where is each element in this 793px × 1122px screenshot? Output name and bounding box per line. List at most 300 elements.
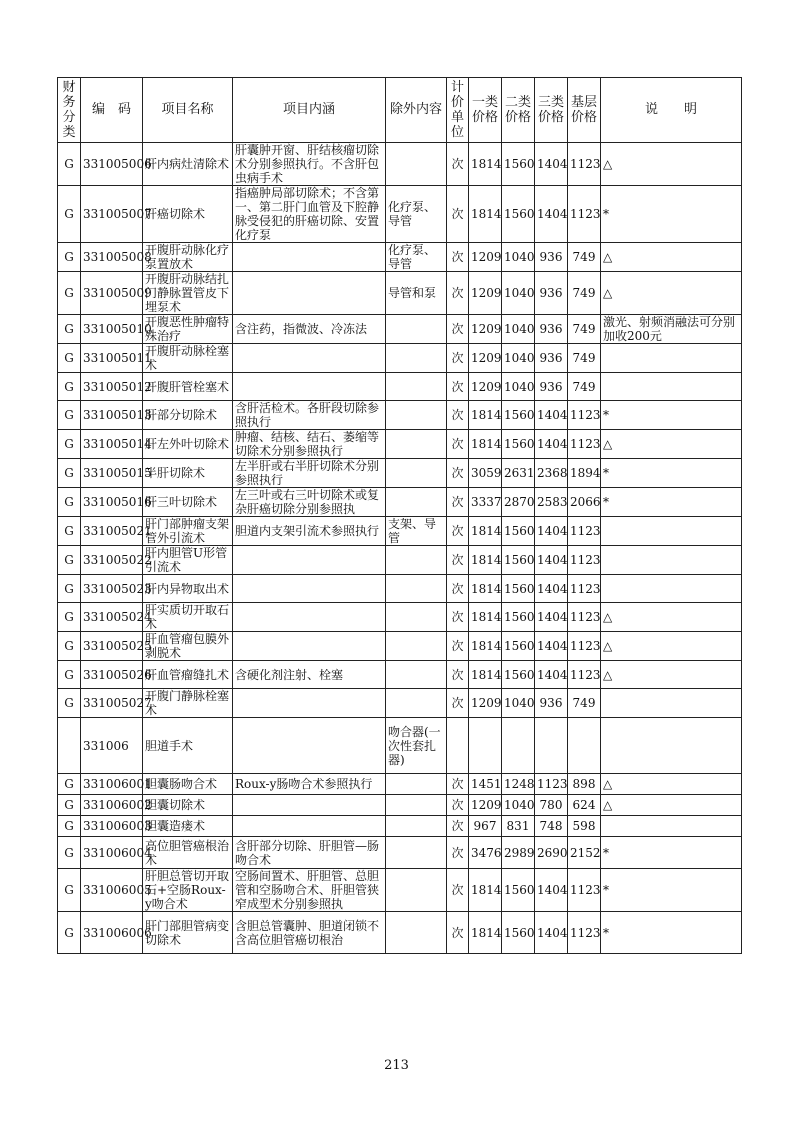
name-cell: 胆道手术 xyxy=(143,718,233,774)
content-cell xyxy=(233,795,386,816)
exclusion-cell xyxy=(386,912,447,954)
name-cell: 肝血管瘤缝扎术 xyxy=(143,661,233,689)
exclusion-cell xyxy=(386,344,447,373)
unit-cell xyxy=(447,718,469,774)
name-cell: 肝内胆管U形管引流术 xyxy=(143,546,233,575)
code-cell: 331005026 xyxy=(81,661,143,689)
price4-cell: 898 xyxy=(568,774,601,795)
note-cell: △ xyxy=(601,603,742,632)
unit-cell: 次 xyxy=(447,575,469,603)
price4-cell: 1123 xyxy=(568,603,601,632)
unit-cell: 次 xyxy=(447,603,469,632)
price4-cell: 2152 xyxy=(568,837,601,869)
exclusion-cell: 导管和泵 xyxy=(386,272,447,315)
content-cell: 含肝部分切除、肝胆管—肠吻合术 xyxy=(233,837,386,869)
exclusion-cell xyxy=(386,795,447,816)
table-row xyxy=(58,186,742,243)
header-category: 财务分类 xyxy=(58,78,81,143)
unit-cell: 次 xyxy=(447,315,469,344)
content-cell xyxy=(233,718,386,774)
price3-cell: 1123 xyxy=(535,774,568,795)
price3-cell: 748 xyxy=(535,816,568,837)
note-cell xyxy=(601,689,742,718)
price1-cell: 1814 xyxy=(469,430,502,459)
content-cell: 肝囊肿开窗、肝结核瘤切除术分别参照执行。不含肝包虫病手术 xyxy=(233,143,386,186)
price2-cell: 2989 xyxy=(502,837,535,869)
category-cell: G xyxy=(58,272,81,315)
name-cell: 高位胆管癌根治术 xyxy=(143,837,233,869)
price4-cell: 1123 xyxy=(568,632,601,661)
note-cell: * xyxy=(601,401,742,430)
price1-cell: 3337 xyxy=(469,488,502,517)
price2-cell: 1560 xyxy=(502,603,535,632)
code-cell: 331005023 xyxy=(81,575,143,603)
price3-cell: 1404 xyxy=(535,546,568,575)
note-cell xyxy=(601,575,742,603)
note-cell: △ xyxy=(601,143,742,186)
code-cell: 331005021 xyxy=(81,517,143,546)
price1-cell: 1209 xyxy=(469,795,502,816)
table-row xyxy=(58,430,742,459)
category-cell: G xyxy=(58,430,81,459)
content-cell: 含胆总管囊肿、胆道闭锁不含高位胆管癌切根治 xyxy=(233,912,386,954)
name-cell: 肝门部胆管病变切除术 xyxy=(143,912,233,954)
exclusion-cell xyxy=(386,373,447,401)
header-price1: 一类价格 xyxy=(469,78,502,143)
unit-cell: 次 xyxy=(447,869,469,912)
content-cell: 左半肝或右半肝切除术分别参照执行 xyxy=(233,459,386,488)
exclusion-cell: 化疗泵、导管 xyxy=(386,186,447,243)
unit-cell: 次 xyxy=(447,546,469,575)
note-cell xyxy=(601,546,742,575)
unit-cell: 次 xyxy=(447,816,469,837)
exclusion-cell xyxy=(386,143,447,186)
content-cell xyxy=(233,272,386,315)
price3-cell: 2368 xyxy=(535,459,568,488)
price2-cell: 2631 xyxy=(502,459,535,488)
header-unit: 计价单位 xyxy=(447,78,469,143)
content-cell: 含注药，指微波、冷冻法 xyxy=(233,315,386,344)
section-row xyxy=(58,718,742,774)
code-cell: 331005008 xyxy=(81,243,143,272)
price4-cell: 749 xyxy=(568,689,601,718)
code-cell: 331005024 xyxy=(81,603,143,632)
price1-cell: 1814 xyxy=(469,401,502,430)
name-cell: 肝部分切除术 xyxy=(143,401,233,430)
category-cell: G xyxy=(58,816,81,837)
price2-cell: 1040 xyxy=(502,795,535,816)
price3-cell: 1404 xyxy=(535,517,568,546)
exclusion-cell: 支架、导管 xyxy=(386,517,447,546)
price3-cell: 1404 xyxy=(535,869,568,912)
header-name: 项目名称 xyxy=(143,78,233,143)
content-cell: 胆道内支架引流术参照执行 xyxy=(233,517,386,546)
category-cell: G xyxy=(58,689,81,718)
unit-cell: 次 xyxy=(447,912,469,954)
name-cell: 胆囊肠吻合术 xyxy=(143,774,233,795)
price1-cell: 1451 xyxy=(469,774,502,795)
price2-cell: 1560 xyxy=(502,575,535,603)
header-price2: 二类价格 xyxy=(502,78,535,143)
content-cell xyxy=(233,243,386,272)
price2-cell: 1560 xyxy=(502,912,535,954)
content-cell xyxy=(233,373,386,401)
category-cell: G xyxy=(58,517,81,546)
table-row xyxy=(58,373,742,401)
category-cell: G xyxy=(58,401,81,430)
price3-cell: 1404 xyxy=(535,912,568,954)
note-cell xyxy=(601,816,742,837)
note-cell: * xyxy=(601,459,742,488)
price2-cell: 2870 xyxy=(502,488,535,517)
code-cell: 331005022 xyxy=(81,546,143,575)
name-cell: 开腹门静脉栓塞术 xyxy=(143,689,233,718)
header-row xyxy=(58,78,742,143)
unit-cell: 次 xyxy=(447,459,469,488)
code-cell: 331006001 xyxy=(81,774,143,795)
name-cell: 开腹肝管栓塞术 xyxy=(143,373,233,401)
code-cell: 331006002 xyxy=(81,795,143,816)
price4-cell: 1123 xyxy=(568,546,601,575)
table-row xyxy=(58,517,742,546)
category-cell: G xyxy=(58,488,81,517)
category-cell: G xyxy=(58,795,81,816)
category-cell: G xyxy=(58,603,81,632)
unit-cell: 次 xyxy=(447,632,469,661)
header-content: 项目内涵 xyxy=(233,78,386,143)
price1-cell: 1814 xyxy=(469,546,502,575)
note-cell: △ xyxy=(601,795,742,816)
price3-cell: 936 xyxy=(535,373,568,401)
code-cell: 331006006 xyxy=(81,912,143,954)
code-cell: 331005012 xyxy=(81,373,143,401)
note-cell xyxy=(601,718,742,774)
unit-cell: 次 xyxy=(447,186,469,243)
table-row xyxy=(58,315,742,344)
unit-cell: 次 xyxy=(447,488,469,517)
code-cell: 331005016 xyxy=(81,488,143,517)
price4-cell xyxy=(568,718,601,774)
note-cell: * xyxy=(601,837,742,869)
price1-cell: 1209 xyxy=(469,344,502,373)
table-body xyxy=(58,143,742,954)
price1-cell: 1814 xyxy=(469,632,502,661)
price1-cell: 3476 xyxy=(469,837,502,869)
table-row xyxy=(58,837,742,869)
content-cell xyxy=(233,575,386,603)
code-cell: 331006004 xyxy=(81,837,143,869)
price2-cell: 1560 xyxy=(502,143,535,186)
price2-cell: 1040 xyxy=(502,315,535,344)
exclusion-cell xyxy=(386,488,447,517)
code-cell: 331005011 xyxy=(81,344,143,373)
code-cell: 331005010 xyxy=(81,315,143,344)
price3-cell: 1404 xyxy=(535,401,568,430)
content-cell xyxy=(233,816,386,837)
exclusion-cell: 化疗泵、导管 xyxy=(386,243,447,272)
unit-cell: 次 xyxy=(447,243,469,272)
code-cell: 331005025 xyxy=(81,632,143,661)
price1-cell xyxy=(469,718,502,774)
note-cell: △ xyxy=(601,430,742,459)
exclusion-cell xyxy=(386,546,447,575)
note-cell: △ xyxy=(601,272,742,315)
price2-cell: 1560 xyxy=(502,546,535,575)
content-cell xyxy=(233,603,386,632)
price3-cell: 936 xyxy=(535,272,568,315)
table-row xyxy=(58,869,742,912)
category-cell: G xyxy=(58,632,81,661)
price2-cell: 1560 xyxy=(502,632,535,661)
price4-cell: 1123 xyxy=(568,912,601,954)
category-cell: G xyxy=(58,373,81,401)
code-cell: 331005013 xyxy=(81,401,143,430)
price4-cell: 749 xyxy=(568,243,601,272)
price3-cell: 1404 xyxy=(535,575,568,603)
price4-cell: 749 xyxy=(568,272,601,315)
category-cell: G xyxy=(58,837,81,869)
price3-cell: 1404 xyxy=(535,143,568,186)
price2-cell: 1040 xyxy=(502,373,535,401)
price4-cell: 749 xyxy=(568,315,601,344)
name-cell: 肝左外叶切除术 xyxy=(143,430,233,459)
price3-cell: 1404 xyxy=(535,430,568,459)
price4-cell: 749 xyxy=(568,373,601,401)
note-cell xyxy=(601,517,742,546)
unit-cell: 次 xyxy=(447,401,469,430)
category-cell: G xyxy=(58,774,81,795)
name-cell: 胆囊造瘘术 xyxy=(143,816,233,837)
code-cell: 331005009 xyxy=(81,272,143,315)
price3-cell: 1404 xyxy=(535,632,568,661)
price4-cell: 1123 xyxy=(568,661,601,689)
unit-cell: 次 xyxy=(447,344,469,373)
price2-cell: 1560 xyxy=(502,869,535,912)
table-row xyxy=(58,546,742,575)
name-cell: 开腹肝动脉结扎门静脉置管皮下埋泵术 xyxy=(143,272,233,315)
header-price4: 基层价格 xyxy=(568,78,601,143)
price2-cell: 1560 xyxy=(502,661,535,689)
category-cell: G xyxy=(58,575,81,603)
table-row xyxy=(58,243,742,272)
code-cell: 331006 xyxy=(81,718,143,774)
price2-cell: 1040 xyxy=(502,243,535,272)
table-row xyxy=(58,816,742,837)
price2-cell: 1560 xyxy=(502,517,535,546)
name-cell: 肝胆总管切开取石+空肠Roux-y吻合术 xyxy=(143,869,233,912)
content-cell xyxy=(233,546,386,575)
exclusion-cell xyxy=(386,575,447,603)
price2-cell: 1560 xyxy=(502,430,535,459)
exclusion-cell xyxy=(386,869,447,912)
content-cell: 指癌肿局部切除术；不含第一、第二肝门血管及下腔静脉受侵犯的肝癌切除、安置化疗泵 xyxy=(233,186,386,243)
fee-table xyxy=(57,77,742,954)
unit-cell: 次 xyxy=(447,837,469,869)
code-cell: 331005027 xyxy=(81,689,143,718)
table-row xyxy=(58,912,742,954)
unit-cell: 次 xyxy=(447,373,469,401)
price4-cell: 1123 xyxy=(568,143,601,186)
code-cell: 331005014 xyxy=(81,430,143,459)
table-row xyxy=(58,488,742,517)
category-cell: G xyxy=(58,661,81,689)
note-cell: △ xyxy=(601,661,742,689)
exclusion-cell xyxy=(386,430,447,459)
unit-cell: 次 xyxy=(447,774,469,795)
price2-cell: 1040 xyxy=(502,272,535,315)
category-cell: G xyxy=(58,546,81,575)
exclusion-cell xyxy=(386,816,447,837)
price4-cell: 1123 xyxy=(568,869,601,912)
category-cell: G xyxy=(58,912,81,954)
content-cell: 含硬化剂注射、栓塞 xyxy=(233,661,386,689)
header-price3: 三类价格 xyxy=(535,78,568,143)
name-cell: 肝门部肿瘤支架管外引流术 xyxy=(143,517,233,546)
content-cell xyxy=(233,344,386,373)
exclusion-cell xyxy=(386,603,447,632)
name-cell: 肝三叶切除术 xyxy=(143,488,233,517)
price1-cell: 1209 xyxy=(469,272,502,315)
table-row xyxy=(58,143,742,186)
price2-cell: 1040 xyxy=(502,344,535,373)
price4-cell: 1123 xyxy=(568,430,601,459)
code-cell: 331005006 xyxy=(81,143,143,186)
exclusion-cell: 吻合器(一次性套扎器) xyxy=(386,718,447,774)
price2-cell: 1248 xyxy=(502,774,535,795)
category-cell: G xyxy=(58,344,81,373)
note-cell xyxy=(601,344,742,373)
price1-cell: 1209 xyxy=(469,373,502,401)
code-cell: 331006003 xyxy=(81,816,143,837)
unit-cell: 次 xyxy=(447,143,469,186)
table-row xyxy=(58,575,742,603)
note-cell: * xyxy=(601,186,742,243)
price3-cell: 936 xyxy=(535,689,568,718)
category-cell xyxy=(58,718,81,774)
price3-cell: 780 xyxy=(535,795,568,816)
price1-cell: 1814 xyxy=(469,143,502,186)
category-cell: G xyxy=(58,459,81,488)
exclusion-cell xyxy=(386,689,447,718)
exclusion-cell xyxy=(386,459,447,488)
content-cell: 肿瘤、结核、结石、萎缩等切除术分别参照执行 xyxy=(233,430,386,459)
exclusion-cell xyxy=(386,632,447,661)
price1-cell: 1814 xyxy=(469,869,502,912)
name-cell: 肝内异物取出术 xyxy=(143,575,233,603)
table-row xyxy=(58,661,742,689)
exclusion-cell xyxy=(386,837,447,869)
price2-cell: 1560 xyxy=(502,186,535,243)
price1-cell: 1814 xyxy=(469,661,502,689)
content-cell: 含肝活检术。各肝段切除参照执行 xyxy=(233,401,386,430)
price3-cell xyxy=(535,718,568,774)
table-row xyxy=(58,774,742,795)
code-cell: 331005007 xyxy=(81,186,143,243)
name-cell: 肝血管瘤包膜外剥脱术 xyxy=(143,632,233,661)
unit-cell: 次 xyxy=(447,517,469,546)
unit-cell: 次 xyxy=(447,272,469,315)
name-cell: 开腹肝动脉栓塞术 xyxy=(143,344,233,373)
table-row xyxy=(58,401,742,430)
header-note: 说 明 xyxy=(601,78,742,143)
category-cell: G xyxy=(58,243,81,272)
price4-cell: 624 xyxy=(568,795,601,816)
note-cell: * xyxy=(601,488,742,517)
name-cell: 肝实质切开取石术 xyxy=(143,603,233,632)
price1-cell: 3059 xyxy=(469,459,502,488)
price1-cell: 1209 xyxy=(469,689,502,718)
table-row xyxy=(58,272,742,315)
header-code: 编 码 xyxy=(81,78,143,143)
table-row xyxy=(58,459,742,488)
price4-cell: 1894 xyxy=(568,459,601,488)
name-cell: 半肝切除术 xyxy=(143,459,233,488)
price2-cell: 1560 xyxy=(502,401,535,430)
price3-cell: 1404 xyxy=(535,186,568,243)
price4-cell: 2066 xyxy=(568,488,601,517)
name-cell: 开腹恶性肿瘤特殊治疗 xyxy=(143,315,233,344)
content-cell xyxy=(233,632,386,661)
table-row xyxy=(58,632,742,661)
content-cell: Roux-y肠吻合术参照执行 xyxy=(233,774,386,795)
price1-cell: 1209 xyxy=(469,243,502,272)
price2-cell xyxy=(502,718,535,774)
price1-cell: 967 xyxy=(469,816,502,837)
exclusion-cell xyxy=(386,315,447,344)
price1-cell: 1814 xyxy=(469,517,502,546)
price4-cell: 598 xyxy=(568,816,601,837)
table-row xyxy=(58,795,742,816)
exclusion-cell xyxy=(386,661,447,689)
code-cell: 331005015 xyxy=(81,459,143,488)
price4-cell: 1123 xyxy=(568,401,601,430)
price3-cell: 936 xyxy=(535,315,568,344)
category-cell: G xyxy=(58,869,81,912)
unit-cell: 次 xyxy=(447,689,469,718)
price4-cell: 1123 xyxy=(568,186,601,243)
price3-cell: 1404 xyxy=(535,661,568,689)
price1-cell: 1814 xyxy=(469,603,502,632)
price4-cell: 1123 xyxy=(568,575,601,603)
price3-cell: 2583 xyxy=(535,488,568,517)
note-cell: △ xyxy=(601,632,742,661)
price4-cell: 749 xyxy=(568,344,601,373)
code-cell: 331006005 xyxy=(81,869,143,912)
note-cell: △ xyxy=(601,774,742,795)
unit-cell: 次 xyxy=(447,430,469,459)
category-cell: G xyxy=(58,143,81,186)
name-cell: 开腹肝动脉化疗泵置放术 xyxy=(143,243,233,272)
price1-cell: 1814 xyxy=(469,575,502,603)
name-cell: 肝癌切除术 xyxy=(143,186,233,243)
note-cell: * xyxy=(601,869,742,912)
name-cell: 肝内病灶清除术 xyxy=(143,143,233,186)
price3-cell: 2690 xyxy=(535,837,568,869)
price1-cell: 1209 xyxy=(469,315,502,344)
table-row xyxy=(58,603,742,632)
note-cell: 激光、射频消融法可分别加收200元 xyxy=(601,315,742,344)
price3-cell: 1404 xyxy=(535,603,568,632)
exclusion-cell xyxy=(386,401,447,430)
price1-cell: 1814 xyxy=(469,186,502,243)
content-cell: 空肠间置术、肝胆管、总胆管和空肠吻合术、肝胆管狭窄成型术分别参照执 xyxy=(233,869,386,912)
table-row xyxy=(58,344,742,373)
category-cell: G xyxy=(58,186,81,243)
content-cell: 左三叶或右三叶切除术或复杂肝癌切除分别参照执 xyxy=(233,488,386,517)
table-row xyxy=(58,689,742,718)
unit-cell: 次 xyxy=(447,661,469,689)
price3-cell: 936 xyxy=(535,344,568,373)
